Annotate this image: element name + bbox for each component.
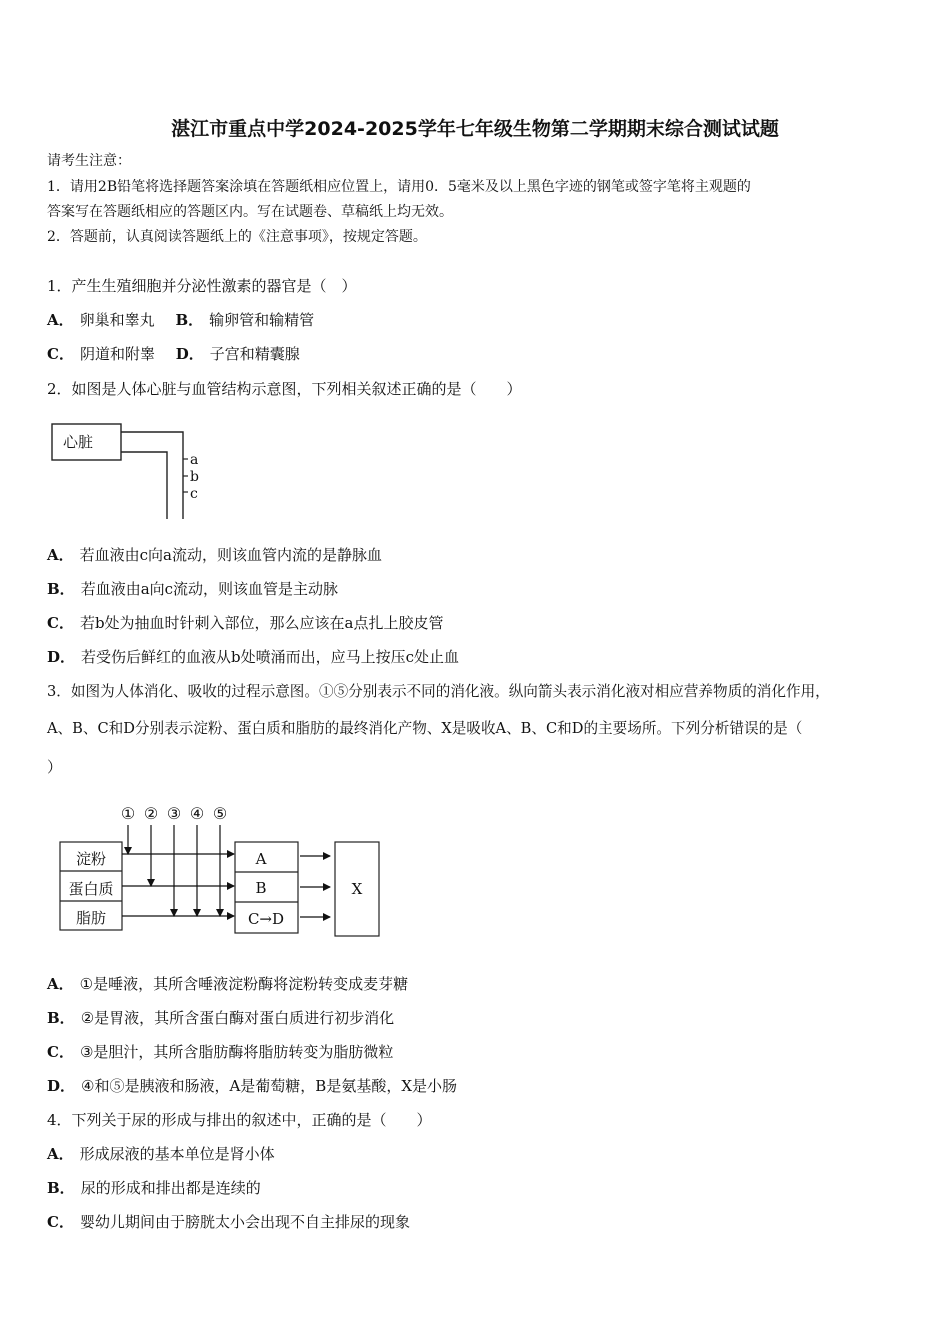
option-b[interactable]: B． 若血液由a向c流动，则该血管是主动脉 <box>47 580 339 598</box>
vessel-outer-wall <box>121 432 183 519</box>
question-stem: 3．如图为人体消化、吸收的过程示意图。①⑤分别表示不同的消化液。纵向箭头表示消化液对相应营养物质的消化作用， <box>47 683 830 700</box>
product-a: A <box>255 850 267 868</box>
point-b-label: b <box>190 469 199 485</box>
juice-3-label: ③ <box>166 804 182 823</box>
nutrient-protein: 蛋白质 <box>68 880 114 898</box>
option-a[interactable]: A． 形成尿液的基本单位是肾小体 <box>47 1145 275 1163</box>
option-a[interactable]: A． 卵巢和睾丸 <box>47 311 155 329</box>
notice-line: 1．请用2B铅笔将选择题答案涂填在答题纸相应位置上，请用0．5毫米及以上黑色字迹的钢笔或签字笔将主观题的 <box>47 179 751 195</box>
juice-5-label: ⑤ <box>212 804 228 823</box>
juice-4-label: ④ <box>189 804 205 823</box>
option-c[interactable]: C． 婴幼儿期间由于膀胱太小会出现不自主排尿的现象 <box>47 1213 410 1231</box>
nutrient-fat: 脂肪 <box>75 909 107 927</box>
nutrient-starch: 淀粉 <box>75 850 107 868</box>
product-cd: C→D <box>247 910 285 928</box>
option-a[interactable]: A． ①是唾液，其所含唾液淀粉酶将淀粉转变成麦芽糖 <box>47 975 409 993</box>
question-stem: 1．产生生殖细胞并分泌性激素的器官是（ ） <box>47 277 357 295</box>
product-b: B <box>255 879 267 897</box>
question-stem: A、B、C和D分别表示淀粉、蛋白质和脂肪的最终消化产物、X是吸收A、B、C和D的主要场所。下列分析错误的是（ <box>47 720 803 737</box>
question-stem: ） <box>47 758 63 776</box>
option-c[interactable]: C． 若b处为抽血时针刺入部位，那么应该在a点扎上胶皮管 <box>47 614 444 632</box>
option-d[interactable]: D． 子宫和精囊腺 <box>175 345 300 363</box>
digestion-figure <box>50 798 390 943</box>
option-a[interactable]: A． 若血液由c向a流动，则该血管内流的是静脉血 <box>47 546 382 564</box>
option-c[interactable]: C． ③是胆汁，其所含脂肪酶将脂肪转变为脂肪微粒 <box>47 1043 394 1061</box>
option-d[interactable]: D． ④和⑤是胰液和肠液，A是葡萄糖，B是氨基酸，X是小肠 <box>47 1077 457 1095</box>
question-stem: 4．下列关于尿的形成与排出的叙述中，正确的是（ ） <box>47 1111 432 1129</box>
option-c[interactable]: C． 阴道和附睾 <box>47 345 155 363</box>
option-row <box>47 344 300 364</box>
heart-label: 心脏 <box>63 433 94 451</box>
notice-line: 答案写在答题纸相应的答题区内。写在试题卷、草稿纸上均无效。 <box>47 204 453 220</box>
question-stem: 2．如图是人体心脏与血管结构示意图，下列相关叙述正确的是（ ） <box>47 380 522 398</box>
juice-1-label: ① <box>120 804 136 823</box>
point-a-label: a <box>190 452 199 468</box>
option-d[interactable]: D． 若受伤后鲜红的血液从b处喷涌而出，应马上按压c处止血 <box>47 648 460 666</box>
option-b[interactable]: B． 尿的形成和排出都是连续的 <box>47 1179 261 1197</box>
heart-vessel-figure <box>45 418 215 528</box>
notice-heading: 请考生注意： <box>47 153 131 169</box>
notice-line: 2．答题前，认真阅读答题纸上的《注意事项》，按规定答题。 <box>47 229 427 245</box>
option-b[interactable]: B． ②是胃液，其所含蛋白酶对蛋白质进行初步消化 <box>47 1009 395 1027</box>
option-b[interactable]: B． 输卵管和输精管 <box>175 311 315 329</box>
juice-2-label: ② <box>143 804 159 823</box>
vessel-inner-wall <box>121 452 167 519</box>
point-c-label: c <box>190 486 198 502</box>
page-title: 湛江市重点中学2024-2025学年七年级生物第二学期期末综合测试试题 <box>171 118 779 140</box>
option-row <box>47 310 314 330</box>
absorption-site-label: X <box>351 880 363 898</box>
